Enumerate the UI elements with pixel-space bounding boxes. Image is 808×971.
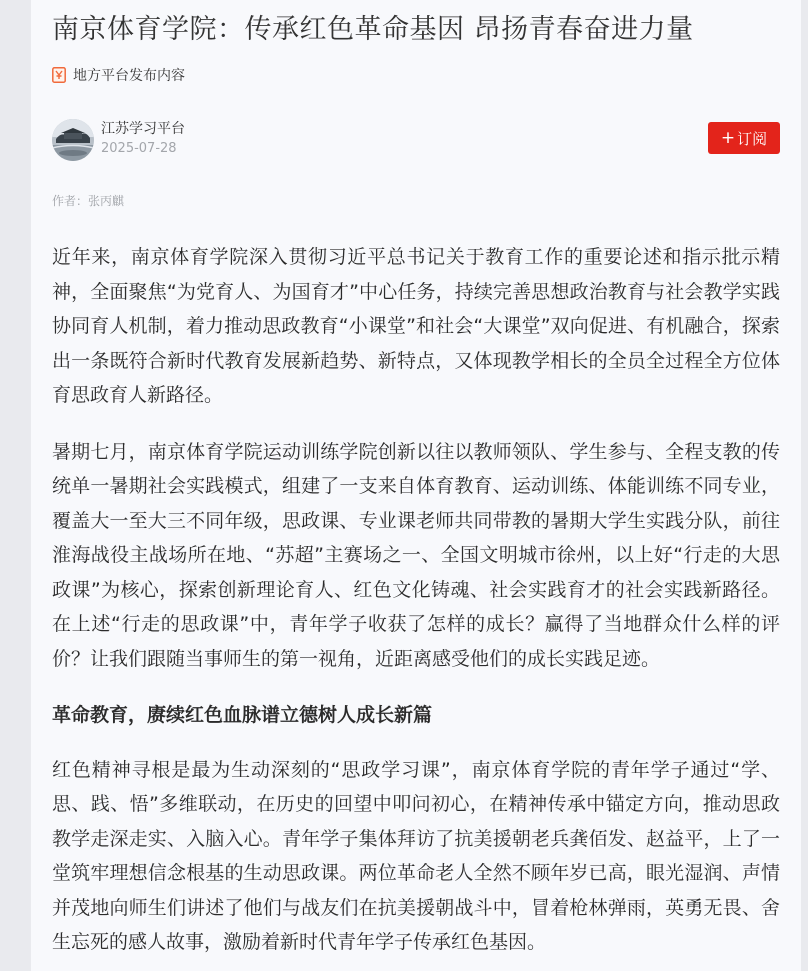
source-label: 地方平台发布内容 <box>73 68 185 84</box>
paragraph: 暑期七月，南京体育学院运动训练学院创新以往以教师领队、学生参与、全程支教的传统单一暑期社会实践模式，组建了一支来自体育教育、运动训练、体能训练不同专业，覆盖大一至大三不同年级，思政课、专业课老师共同带教的暑期大学生实践分队，前往淮海战役主战场所在地、“苏超”主赛场之一、全国文明城市徐州，以上好“行走的大思政课”为核心，探索创新理论育人、红色文化铸魂、社会实践育才的社会实践新路径。在上述“行走的思政课”中，青年学子收获了怎样的成长？赢得了当地群众什么样的评价？让我们跟随当事师生的第一视角，近距离感受他们的成长实践足迹。 <box>52 440 780 670</box>
badge-icon <box>52 67 66 83</box>
subscribe-button[interactable] <box>708 122 780 154</box>
article-title: 南京体育学院：传承红色革命基因 昂扬青春奋进力量 <box>52 14 694 45</box>
author-byline: 作者：张丙麒 <box>52 194 125 208</box>
article-page <box>31 0 801 971</box>
publisher-row <box>52 119 780 163</box>
article-content <box>52 0 780 971</box>
publish-date: 2025-07-28 <box>101 141 177 156</box>
article-body <box>52 240 780 960</box>
publisher-avatar[interactable] <box>52 119 94 161</box>
paragraph: 近年来，南京体育学院深入贯彻习近平总书记关于教育工作的重要论述和指示批示精神，全面聚焦“为党育人、为国育才”中心任务，持续完善思想政治教育与社会教学实践协同育人机制，着力推动思政教育“小课堂”和社会“大课堂”双向促进、有机融合，探索出一条既符合新时代教育发展新趋势、新特点，又体现教学相长的全员全过程全方位体育思政育人新路径。 <box>52 246 780 406</box>
section-heading: 革命教育，赓续红色血脉谱立德树人成长新篇 <box>52 704 433 726</box>
plus-icon: + <box>720 127 736 148</box>
paragraph: 红色精神寻根是最为生动深刻的“思政学习课”，南京体育学院的青年学子通过“学、思、践、悟”多维联动，在历史的回望中叩问初心，在精神传承中锚定方向，推动思政教学走深走实、入脑入心。青年学子集体拜访了抗美援朝老兵龚佰发、赵益平，上了一堂筑牢理想信念根基的生动思政课。两位革命老人全然不顾年岁已高，眼光湿润、声情并茂地向师生们讲述了他们与战友们在抗美援朝战斗中，冒着枪林弹雨，英勇无畏、舍生忘死的感人故事，激励着新时代青年学子传承红色基因。 <box>52 758 780 953</box>
source-tag <box>52 64 780 86</box>
subscribe-label: 订阅 <box>737 129 768 148</box>
publisher-name[interactable]: 江苏学习平台 <box>101 121 185 137</box>
